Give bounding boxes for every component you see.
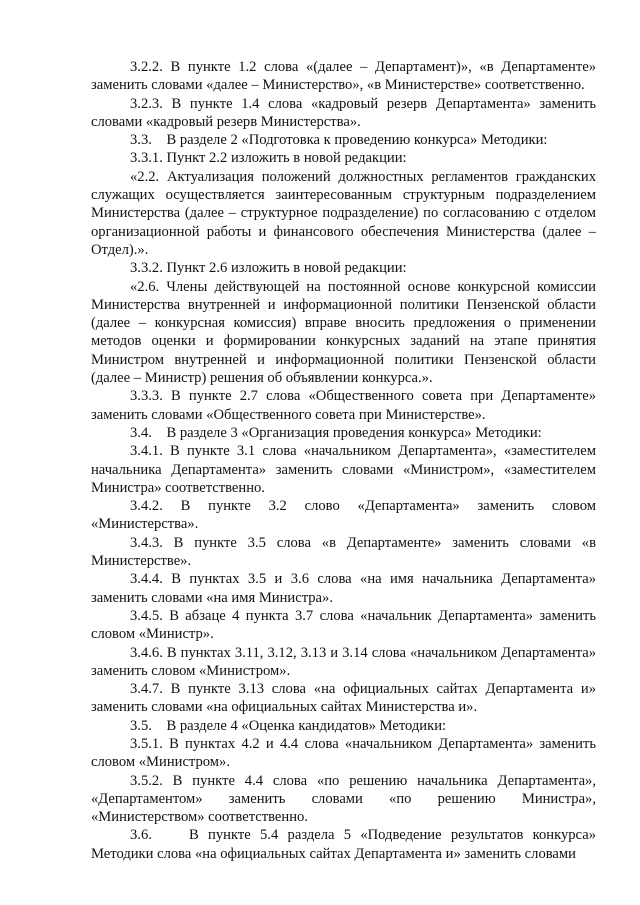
document-page [91, 58, 600, 863]
paragraph-3-3-3: 3.3.3. В пункте 2.7 слова «Общественного совета при Департаменте» заменить словами «Общественного совета при Министерстве». [91, 388, 596, 423]
paragraph-3-4-6: 3.4.6. В пунктах 3.11, 3.12, 3.13 и 3.14 слова «начальником Департамента» заменить словом «Министром». [91, 644, 596, 679]
paragraph-3-3-1: 3.3.1. Пункт 2.2 изложить в новой редакции: [130, 150, 407, 167]
paragraph-2-2-text: «2.2. Актуализация положений должностных регламентов гражданских служащих осуществляется заинтересованным структурным подразделением Министерства (далее – структурное подразделение) по согласованию с отделом организационной работы и финансового обеспечения Министерства (далее – Отдел).». [91, 168, 596, 258]
paragraph-3-4-2: 3.4.2. В пункте 3.2 слово «Департамента» заменить словом «Министерства». [91, 498, 596, 533]
paragraph-3-2-3: 3.2.3. В пункте 1.4 слова «кадровый резерв Департамента» заменить словами «кадровый резерв Министерства». [91, 95, 596, 130]
paragraph-3-6: 3.6. В пункте 5.4 раздела 5 «Подведение результатов конкурса» Методики слова «на официальных сайтах Департамента и» заменить словами [91, 827, 600, 862]
paragraph-3-4-1: 3.4.1. В пункте 3.1 слова «начальником Департамента», «заместителем начальника Департамента» заменить словами «Министром», «заместителем Министра» соответственно. [91, 443, 596, 496]
paragraph-3-4-4: 3.4.4. В пунктах 3.5 и 3.6 слова «на имя начальника Департамента» заменить словами «на имя Министра». [91, 571, 596, 606]
paragraph-3-4-7: 3.4.7. В пункте 3.13 слова «на официальных сайтах Департамента и» заменить словами «на официальных сайтах Министерства и». [91, 681, 596, 716]
paragraph-3-4-5: 3.4.5. В абзаце 4 пункта 3.7 слова «начальник Департамента» заменить словом «Министр». [91, 607, 596, 643]
paragraph-3-5: 3.5. В разделе 4 «Оценка кандидатов» Методики: [130, 717, 447, 734]
paragraph-3-2-2: 3.2.2. В пункте 1.2 слова «(далее – Департамент)», «в Департаменте» заменить словами «далее – Министерство», «в Министерстве» соответственно. [91, 59, 596, 94]
paragraph-3-3-2: 3.3.2. Пункт 2.6 изложить в новой редакции: [130, 260, 407, 277]
paragraph-3-4-3: 3.4.3. В пункте 3.5 слова «в Департаменте» заменить словами «в Министерстве». [91, 534, 596, 570]
paragraph-3-3: 3.3. В разделе 2 «Подготовка к проведению конкурса» Методики: [130, 132, 548, 149]
paragraph-3-5-1: 3.5.1. В пунктах 4.2 и 4.4 слова «начальником Департамента» заменить словом «Министром». [91, 735, 596, 771]
paragraph-3-4: 3.4. В разделе 3 «Организация проведения конкурса» Методики: [130, 424, 542, 441]
paragraph-3-5-2: 3.5.2. В пункте 4.4 слова «по решению начальника Департамента», «Департаментом» заменить словами «по решению Министра», «Министерством» соответственно. [91, 772, 596, 826]
paragraph-2-6-text: «2.6. Члены действующей на постоянной основе конкурсной комиссии Министерства внутренней и информационной политики Пензенской области (далее – конкурсная комиссия) вправе вносить предложения о применении методов оценки и формировании конкурсных заданий на этапе принятия Министром внутренней и информационной политики Пензенской области (далее – Министр) решения об объявлении конкурса.». [91, 278, 596, 387]
